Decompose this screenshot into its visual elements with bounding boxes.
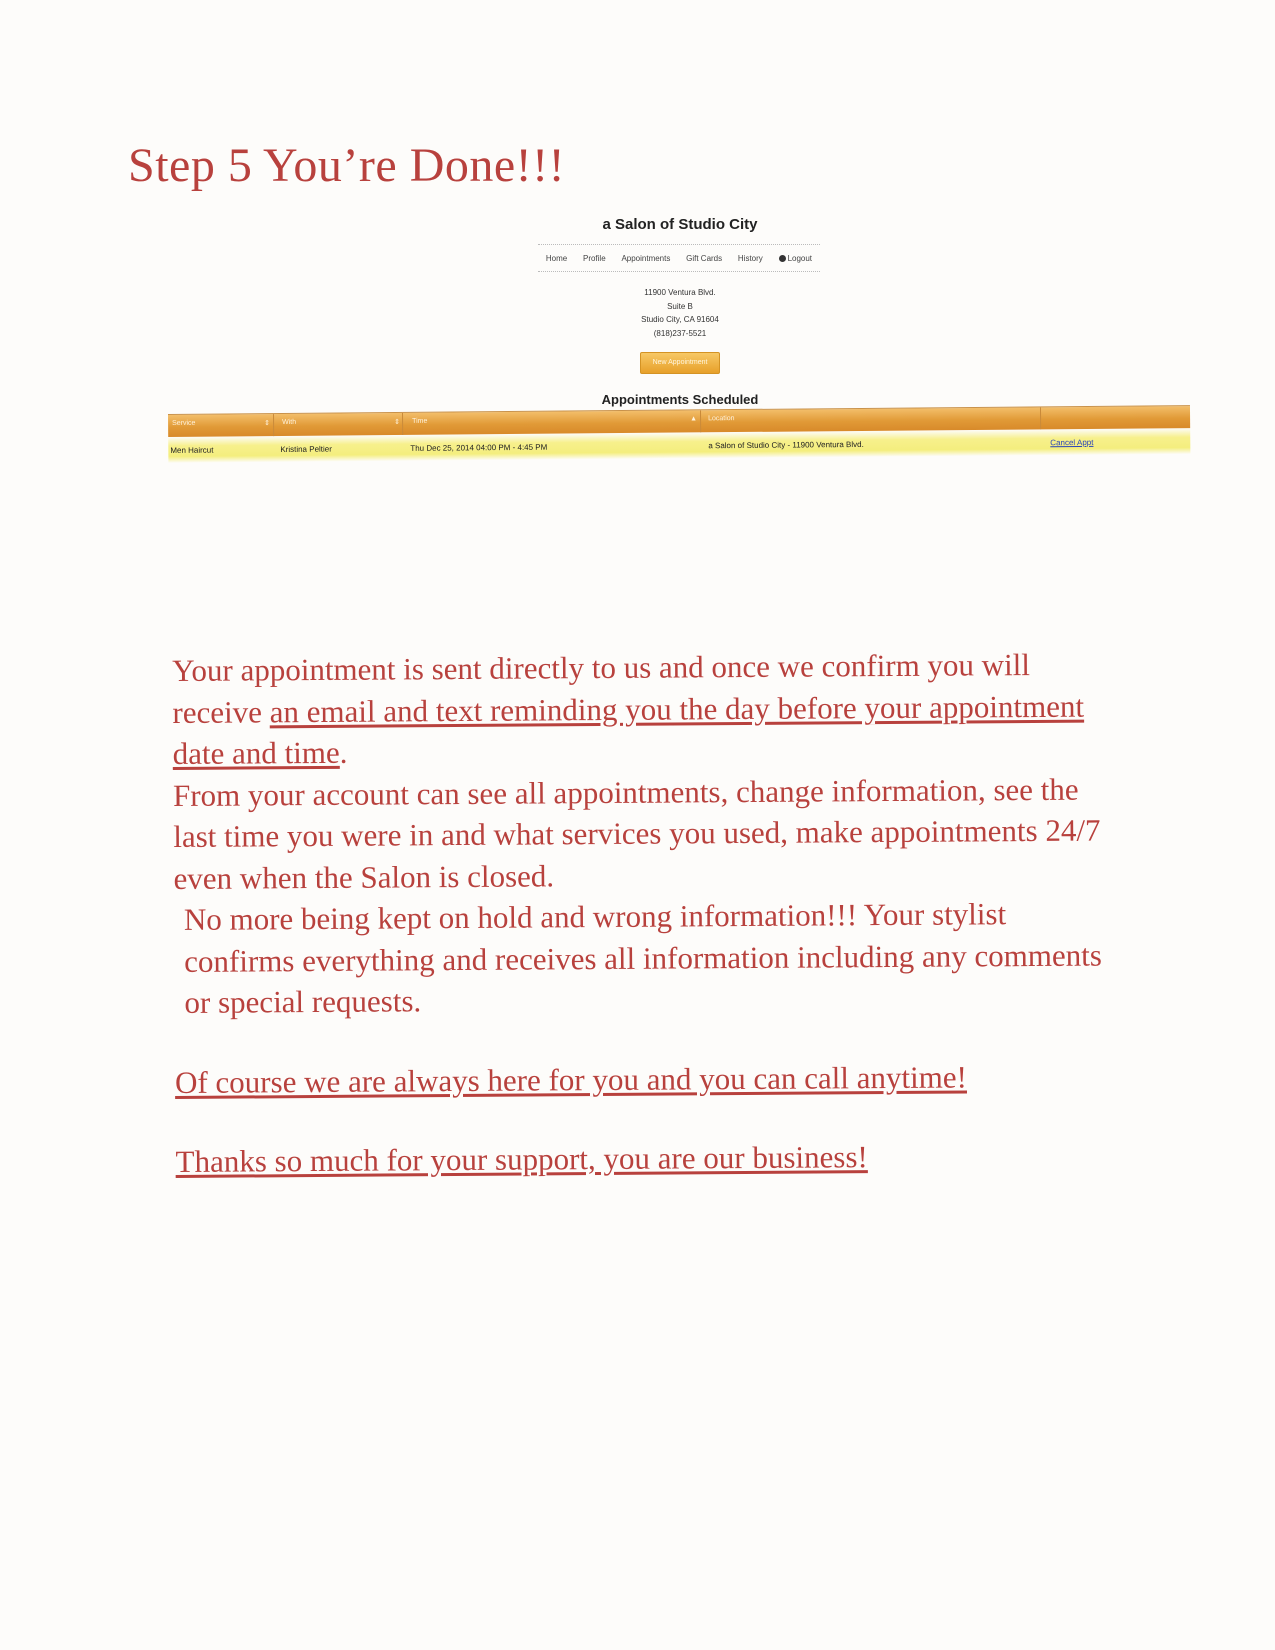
column-divider [700, 410, 701, 432]
column-divider [402, 413, 403, 435]
sort-icon: ⇕ [264, 420, 270, 428]
phone-number: (818)237-5521 [653, 328, 707, 338]
text: . [339, 734, 348, 770]
salon-name: a Salon of Studio City [602, 216, 758, 233]
nav-history[interactable]: History [737, 253, 763, 263]
sort-icon: ⇕ [394, 418, 400, 427]
cell-location: a Salon of Studio City - 11900 Ventura Blvd. [708, 439, 864, 451]
paragraph-confirmation [172, 643, 1113, 774]
nav-logout[interactable] [779, 254, 812, 263]
header-service[interactable]: Service [172, 419, 196, 427]
cancel-appointment-link[interactable]: Cancel Appt [1050, 437, 1094, 448]
nav-logout-label: Logout [787, 253, 813, 263]
body-text [172, 643, 1116, 1182]
nav-profile[interactable]: Profile [582, 253, 606, 263]
cell-with: Kristina Peltier [280, 444, 332, 455]
address-line: Suite B [667, 301, 693, 311]
column-divider [273, 414, 274, 436]
paragraph-thanks: Thanks so much for your support, you are our business! [175, 1139, 868, 1179]
nav-home[interactable]: Home [545, 253, 568, 263]
cell-time: Thu Dec 25, 2014 04:00 PM - 4:45 PM [410, 442, 548, 453]
address-line: Studio City, CA 91604 [641, 315, 719, 324]
paragraph-no-hold: No more being kept on hold and wrong information!!! Your stylist confirms everything and receives all information including any comments or special requests. [183, 896, 1102, 1020]
address-line: 11900 Ventura Blvd. [644, 288, 716, 297]
column-divider [1040, 407, 1041, 429]
appointments-heading: Appointments Scheduled [601, 392, 759, 407]
paragraph-call-anytime: Of course we are always here for you and you can call anytime! [174, 1058, 968, 1100]
header-with[interactable]: With [282, 418, 297, 427]
header-location[interactable]: Location [708, 415, 735, 423]
underlined-text: an email and text reminding you the day before your appointment date and time [172, 688, 1085, 771]
salon-address [0, 286, 1275, 340]
text: Your appointment is sent directly to us and once we confirm you will receive [172, 647, 1031, 730]
logout-icon [779, 255, 786, 262]
nav-appointments[interactable]: Appointments [621, 253, 671, 263]
nav-gift-cards[interactable]: Gift Cards [686, 253, 723, 263]
header-time[interactable]: Time [412, 417, 428, 425]
appointments-table [168, 405, 1190, 463]
sort-icon: ▲ [690, 415, 698, 423]
new-appointment-button[interactable]: New Appointment [640, 352, 720, 374]
paragraph-account: From your account can see all appointments, change information, see the last time you were in and what services you used, make appointments 24/7 even when the Salon is closed. [172, 771, 1101, 896]
page-title: Step 5 You’re Done!!! [128, 139, 566, 192]
salon-nav [538, 244, 820, 272]
cell-service: Men Haircut [170, 445, 214, 455]
